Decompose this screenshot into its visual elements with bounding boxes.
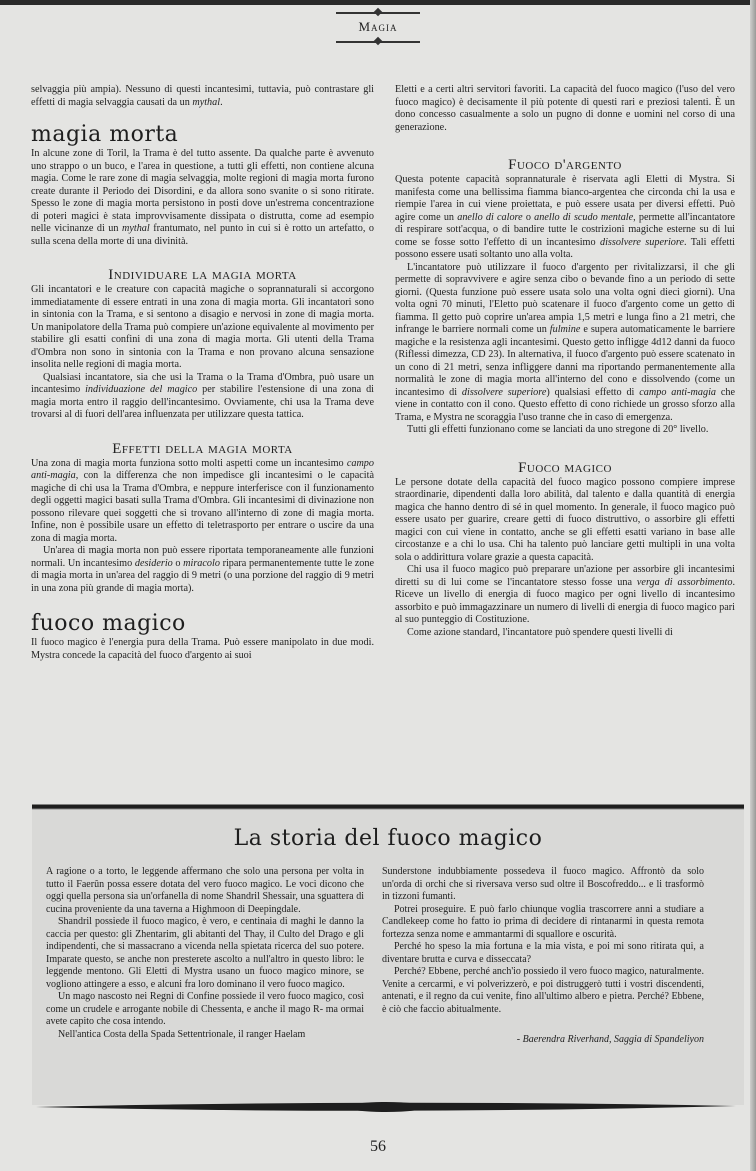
scan-top-edge bbox=[0, 0, 756, 5]
sidebar-paragraph: A ragione o a torto, le leggende affermano che solo una persona per volta in tutto il Faerûn possa essere dotata del vero fuoco magico. Le voci dicono che oggi quella persona sia un'orfanella di nome Shandril Shessair, una sguattera di cucina proveniente da una taverna a Highmoon di Deepingdale. bbox=[46, 866, 364, 915]
ornament-rule-top bbox=[336, 12, 420, 14]
left-column bbox=[31, 84, 374, 662]
sidebar-paragraph: Perché ho speso la mia fortuna e la mia vista, e poi mi sono ritirata qui, a diventare brutta e curva e disseccata? bbox=[382, 941, 704, 965]
sidebar-signature: - Baerendra Riverhand, Saggia di Spandeliyon bbox=[516, 1034, 704, 1045]
paragraph: Questa potente capacità soprannaturale è riservata agli Eletti di Mystra. Si manifesta come una bellissima fiamma bianco-argentea che circonda chi la usa e riempie l'area in cui viene proiettata, e può essere usata per diversi effetti. Può agire come un anello di calore o anello di scudo mentale, permette all'incantatore di respirare sott'acqua, o di bandire tutte le costrizioni magiche esterne su di lui come se fosse sotto l'effetto di un incantesimo dissolvere superiore. Tali effetti possono essere usati soltanto uno alla volta. bbox=[395, 174, 736, 260]
subheading-individuare: Individuare la magia morta bbox=[108, 267, 297, 283]
sidebar-paragraph: Shandril possiede il fuoco magico, è vero, e centinaia di maghi le danno la caccia per questo: gli Zhentarim, gli abitanti del Thay, il Culto del Drago e gli indipendenti, che si massacrano a vicenda nella spietata ricerca del suo potere. Imparate questo, se anche non presterete ascolto a null'altro in questo libro: le leggende mentono. Gli Eletti di Mystra usano un fuoco magico minore, se vogliono attingere a esso, e alcuni fra loro dominano il vero fuoco magico. bbox=[46, 916, 364, 990]
sidebar-right-column bbox=[382, 866, 704, 1047]
sidebar-paragraph: Sunderstone indubbiamente possedeva il fuoco magico. Affrontò da solo un'orda di orchi che si riversava verso sud oltre il Boscofreddo... e li trasformò in tizzoni fumanti. bbox=[382, 866, 704, 902]
running-head bbox=[328, 12, 428, 43]
running-head-title: Magia bbox=[358, 19, 398, 34]
paragraph: Gli incantatori e le creature con capacità magiche o soprannaturali si accorgono immediatamente di essere entrati in una zona di magia morta. Gli incantatori sono in sintonia con la Trama, e si sentono a disagio e nervosi in zone di magia morta. Un manipolatore della Trama può compiere un'azione equivalente al movimento per stabilire gli esatti confini di una zona di magia morta. Gli utenti della Trama d'Ombra non sono in sintonia con la Trama e non provano alcuna sensazione insolita nelle regioni di magia morta. bbox=[31, 284, 375, 370]
section-heading-magia-morta: magia morta bbox=[31, 122, 179, 147]
sidebar-title: La storia del fuoco magico bbox=[233, 826, 543, 851]
sidebar-left-column bbox=[46, 866, 364, 1041]
page-number: 56 bbox=[370, 1138, 386, 1155]
subheading-effetti: Effetti della magia morta bbox=[112, 440, 293, 457]
paragraph: Qualsiasi incantatore, sia che usi la Trama o la Trama d'Ombra, può usare un incantesimo individuazione del magico per stabilire l'estensione di una zona di magia morta entro il raggio dell'incantesimo. Ovviamente, chi usa la Trama deve trovarsi al di fuori dell'area influenzata per utilizzare questa tattica. bbox=[31, 371, 374, 420]
intro-paragraph: selvaggia più ampia). Nessuno di questi incantesimi, tuttavia, può contrastare gli effetti di magia selvaggia causati da un mythal. bbox=[31, 84, 374, 108]
page-binding-edge bbox=[750, 0, 756, 1171]
sidebar-paragraph: Perché? Ebbene, perché anch'io possiedo il vero fuoco magico, naturalmente. Venite a cercarmi, e vi polverizzerò, e poi distruggerò tutti i vostri discendenti, antenati, e il regno da cui venite, fino all'ultimo albero e pietra. Perché? Ebbene, è ciò che faccio abitualmente. bbox=[382, 966, 704, 1015]
paragraph: Un'area di magia morta non può essere riportata temporaneamente alle funzioni normali. Un incantesimo desiderio o miracolo ripara permanentemente tutte le zone di magia morta in un'area del raggio di 9 metri (o una porzione del raggio di 9 metri in una zona più grande di magia morta). bbox=[31, 545, 374, 594]
intro-paragraph: Eletti e a certi altri servitori favoriti. La capacità del fuoco magico (l'uso del vero fuoco magico) è decisamente il più potente di questi rari e preziosi talenti. È un dono concesso casualmente a solo un pugno di donne e uomini nel corso di una generazione. bbox=[395, 84, 735, 133]
paragraph: L'incantatore può utilizzare il fuoco d'argento per rivitalizzarsi, il che gli permette di sopravvivere e agire senza cibo o bevande fino a un periodo di sette giorni. (Questa funzione può essere usata solo una volta ogni dieci giorni). Una volta ogni 70 minuti, l'Eletto può scatenare il fuoco d'argento come un getto di fiamma. Il getto può coprire un'area ampia 1,5 metri e lunga fino a 21 metri, che infrange le barriere normali come un fulmine e supera automaticamente le barriere magiche e la resistenza agli incantesimi. Questo getto infligge 4d12 danni da fuoco (Riflessi dimezza, CD 23). In alternativa, il fuoco d'argento può essere scatenato in un cono di 21 metri, senza infliggere danni ma riportando permanentemente alla normalità le zone di magia morta all'interno del cono e dissolvendo (come un incantesimo di dissolvere superiore) qualsiasi effetto di campo anti-magia che viene in contatto con il cono. Questo effetto di cono richiede un grosso sforzo alla Trama, e Mystra ne scoraggia l'uso tranne che in caso di emergenza. bbox=[395, 261, 736, 423]
paragraph: Tutti gli effetti funzionano come se lanciati da uno stregone di 20° livello. bbox=[407, 424, 709, 435]
sidebar-paragraph: Un mago nascosto nei Regni di Confine possiede il vero fuoco magico, così come un crudele e arrogante nobile di Chessenta, e anche il mago R- ma ormai avete capito che cosa intendo. bbox=[46, 991, 364, 1027]
sidebar-paragraph: Nell'antica Costa della Spada Settentrionale, il ranger Haelam bbox=[58, 1028, 306, 1040]
ornament-rule-bottom bbox=[336, 41, 420, 43]
paragraph: Il fuoco magico è l'energia pura della Trama. Può essere manipolato in due modi. Mystra concede la capacità del fuoco d'argento ai suoi bbox=[31, 637, 374, 661]
sidebar-paragraph: Potrei proseguire. E può farlo chiunque voglia trascorrere anni a studiare a Candlekeep come ho fatto io prima di decidere di rintanarmi in questa remota fortezza senza nome e ammantarmi di squallore e oscurità. bbox=[382, 903, 704, 940]
subheading-fuoco-magico: Fuoco magico bbox=[518, 459, 612, 476]
paragraph: Chi usa il fuoco magico può preparare un'azione per assorbire gli incantesimi diretti su di lui come se l'incantatore stesso fosse una verga di assorbimento. Riceve un livello di energia di fuoco magico per ogni livello di incantesimo assorbito e può immagazzinare un numero di livelli di energia di fuoco magico pari al suo punteggio di Costituzione. bbox=[395, 564, 735, 625]
subheading-fuoco-argento: Fuoco d'argento bbox=[508, 157, 622, 173]
paragraph: In alcune zone di Toril, la Trama è del tutto assente. Da qualche parte è avvenuto uno strappo o un buco, e l'area in questione, a tutti gli effetti, non contiene alcuna magia. Come le rare zone di magia selvaggia, molte regioni di magia morta furono create durante il Periodo dei Disordini, e da allora sono svanite o si sono ritirate. Spesso le zone di magia morta persistono in posti dove un'estrema concentrazione di poteri magici è stata improvvisamente dissipata o distrutta, come ad esempio nelle vicinanze di un mythal frantumato, nel punto in cui si è rotto un artefatto, o sulla scena della morte di una divinità. bbox=[31, 148, 374, 247]
sidebar-bottom-rule bbox=[36, 1101, 736, 1113]
right-column bbox=[395, 84, 735, 639]
paragraph: Come azione standard, l'incantatore può spendere questi livelli di bbox=[407, 626, 673, 638]
sidebar-box bbox=[32, 810, 744, 1105]
section-heading-fuoco-magico: fuoco magico bbox=[31, 611, 186, 636]
paragraph: Una zona di magia morta funziona sotto molti aspetti come un incantesimo campo anti-magia, con la differenza che non impedisce gli incantesimi o le capacità magiche di chi usa la Trama d'Ombra, e neppure interferisce con il funzionamento degli oggetti magici basati sulla Trama d'Ombra. Gli incantesimi di divinazione non possono rilevare quei soggetti che si trovano all'interno di zone di magia morta. Infine, non è possibile usare un effetto di teletrasporto per entrare o uscire da una zona di magia morta. bbox=[31, 457, 374, 544]
paragraph: Le persone dotate della capacità del fuoco magico possono compiere imprese straordinarie, dipendenti dalla loro abilità, dal talento e dalla quantità di energia magica che hanno dentro di sé in quel momento. In generale, il fuoco magico può essere usato per guarire, creare getti di fuoco distruttivo, o assorbire gli effetti magici con cui viene in contatto, anche se gli effetti esatti variano in base alle circostanze e a chi lo usa. Chi ha talento può lanciare getti multipli in una volta sola o addirittura volare grazie a questa capacità. bbox=[395, 476, 735, 563]
